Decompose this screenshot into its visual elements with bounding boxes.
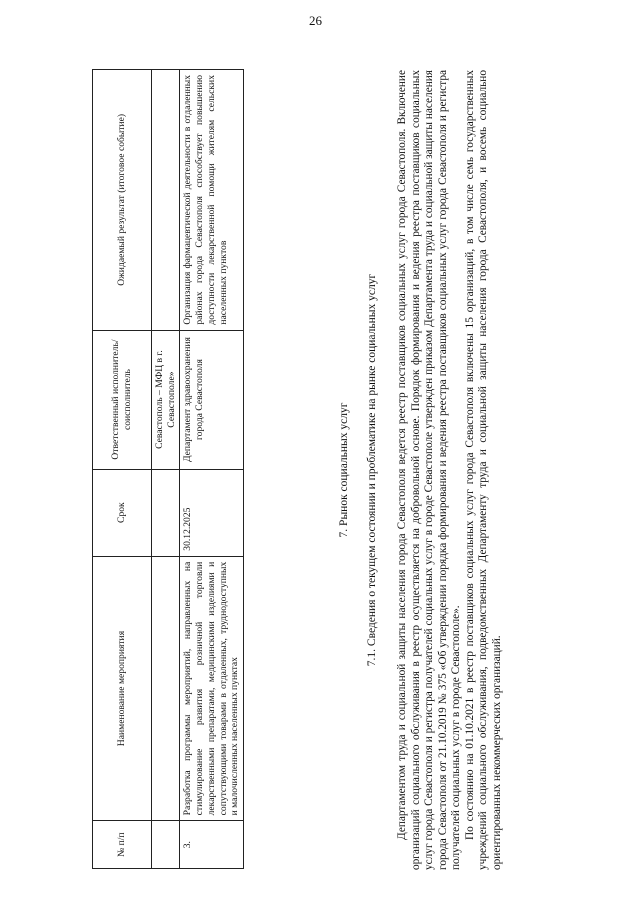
header-result: Ожидаемый результат (итоговое событие) bbox=[93, 70, 152, 331]
page-number: 26 bbox=[309, 13, 322, 28]
cell-empty bbox=[152, 821, 180, 869]
cell-expected-result: Организация фармацевтической деятельности в отдаленных районах города Севастополя способствует повышению доступности лекарственной помощи жителям сельских населенных пунктов bbox=[180, 70, 244, 331]
table-row-continuation bbox=[152, 70, 180, 869]
paragraph: Департаментом труда и социальной защиты населения города Севастополя ведется реестр поставщиков социальных услуг города Севастополя. Включение организаций социального обслуживания в реестр осуществляется на добровольной основе. Порядок формирования и ведения реестра поставщиков социальных услуг города Севастополя и регистра получателей социальных услуг в городе Севастополе утвержден приказом Департамента труда и социальной защиты населения города Севастополя от 21.10.2019 № 375 «Об утверждении порядка формирования и ведения реестра поставщиков социальных услуг города Севастополя и регистра получателей социальных услуг в городе Севастополе». bbox=[396, 70, 463, 870]
cell-deadline: 30.12.2025 bbox=[180, 469, 244, 556]
header-responsible: Ответственный исполнитель/ соисполнитель bbox=[93, 330, 152, 469]
cell-measure-name: Разработка программы мероприятий, направленных на стимулирование развития розничной торговли лекарственными препаратами, медицинскими изделиями и сопутствующими товарами в отдаленных, труднодоступных и малочисленных населенных пунктах bbox=[180, 556, 244, 821]
cell-empty bbox=[152, 70, 180, 331]
measures-table bbox=[92, 69, 244, 869]
header-num: № п/п bbox=[93, 821, 152, 869]
table-header-row bbox=[93, 70, 152, 869]
cell-empty bbox=[152, 469, 180, 556]
cell-num: 3. bbox=[180, 821, 244, 869]
cell-responsible: Департамент здравоохранения города Севастополя bbox=[180, 330, 244, 469]
header-date: Срок bbox=[93, 469, 152, 556]
cell-responsible-continuation: Севастополь – МФЦ в г. Севастополе» bbox=[152, 330, 180, 469]
header-name: Наименование мероприятия bbox=[93, 556, 152, 821]
rotated-page-content bbox=[90, 50, 590, 870]
subsection-heading: 7.1. Сведения о текущем состоянии и проблематике на рынке социальных услуг bbox=[366, 273, 378, 667]
body-text bbox=[396, 70, 504, 870]
cell-empty bbox=[152, 556, 180, 821]
table-row bbox=[180, 70, 244, 869]
paragraph: По состоянию на 01.10.2021 в реестр поставщиков социальных услуг города Севастополя включены 15 организаций, в том числе семь государственных учреждений социального обслуживания, подведомственных Департаменту труда и социальной защиты населения города Севастополя, и восемь социально ориентированных некоммерческих организаций. bbox=[463, 70, 503, 870]
section-heading: 7. Рынок социальных услуг bbox=[338, 402, 350, 538]
